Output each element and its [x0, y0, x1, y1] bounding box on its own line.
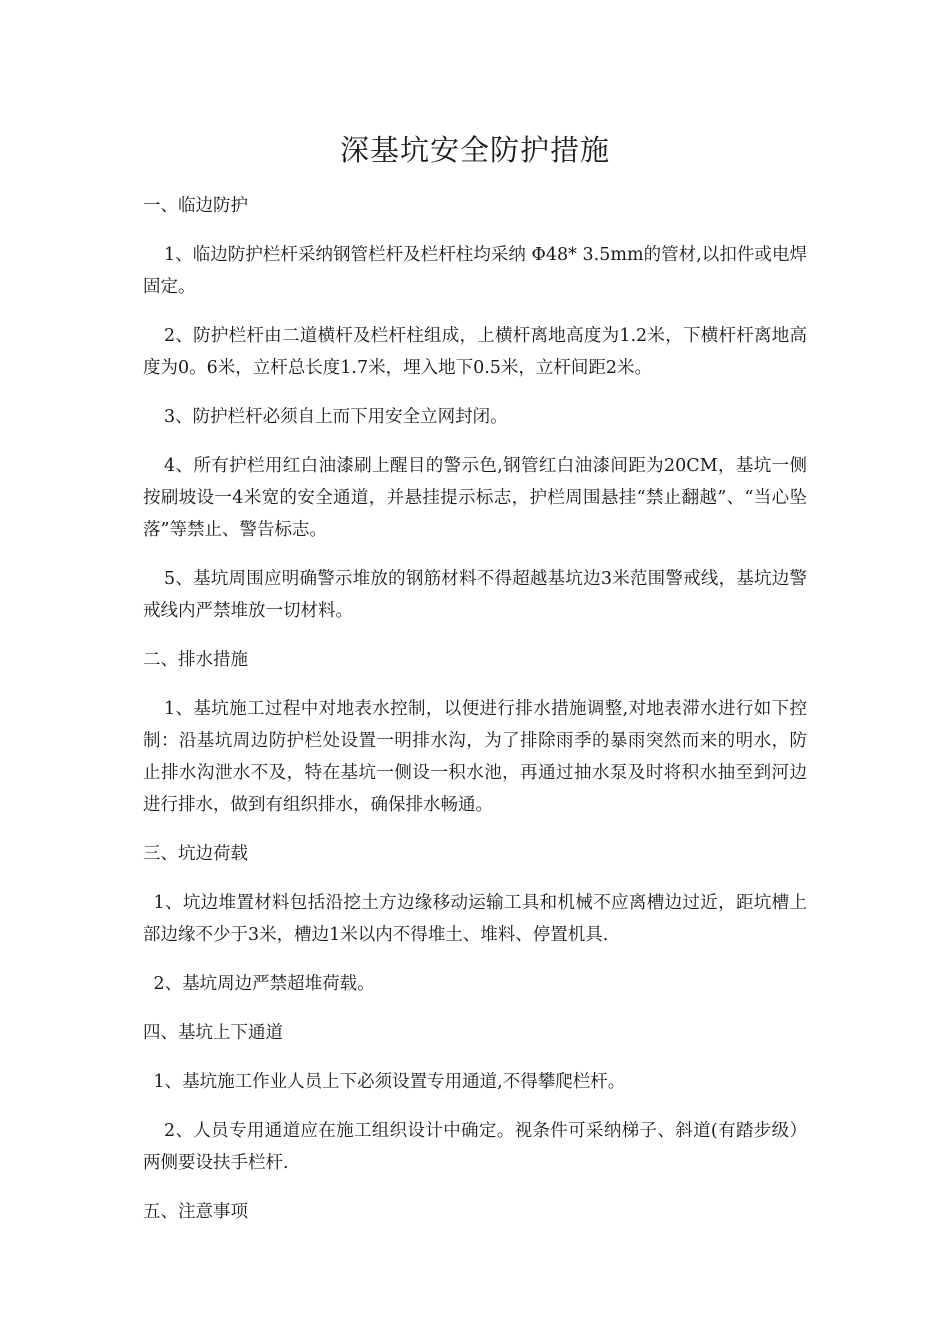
- paragraph: 4、所有护栏用红白油漆刷上醒目的警示色,钢管红白油漆间距为20CM，基坑一侧按刷坡设一4米宽的安全通道，并悬挂提示标志，护栏周围悬挂“禁止翻越”、“当心坠落”等禁止、警告标志。: [143, 456, 807, 540]
- paragraph: 1、坑边堆置材料包括沿挖土方边缘移动运输工具和机械不应离槽边过近，距坑槽上部边缘不少于3米，槽边1米以内不得堆土、堆料、停置机具.: [143, 893, 807, 945]
- section-heading: 五、注意事项: [143, 1202, 248, 1222]
- section-heading: 四、基坑上下通道: [143, 1023, 283, 1043]
- paragraph: 5、基坑周围应明确警示堆放的钢筋材料不得超越基坑边3米范围警戒线，基坑边警戒线内严禁堆放一切材料。: [143, 569, 807, 621]
- page-title: 深基坑安全防护措施: [339, 133, 610, 167]
- paragraph: 2、防护栏杆由二道横杆及栏杆柱组成，上横杆离地高度为1.2米，下横杆杆离地高度为0。6米，立杆总长度1.7米，埋入地下0.5米，立杆间距2米。: [143, 326, 807, 378]
- paragraph: 2、基坑周边严禁超堆荷载。: [153, 974, 375, 994]
- section-heading: 三、坑边荷载: [143, 844, 248, 864]
- paragraph: 1、基坑施工过程中对地表水控制，以便进行排水措施调整,对地表滞水进行如下控制：沿基坑周边防护栏处设置一明排水沟，为了排除雨季的暴雨突然而来的明水，防止排水沟泄水不及，特在基坑一侧设一积水池，再通过抽水泵及时将积水抽至到河边进行排水，做到有组织排水，确保排水畅通。: [143, 699, 807, 815]
- paragraph: 1、临边防护栏杆采纳钢管栏杆及栏杆柱均采纳 Φ48* 3.5mm的管材,以扣件或电焊固定。: [143, 245, 807, 297]
- section-heading: 一、临边防护: [143, 196, 248, 216]
- paragraph: 3、防护栏杆必须自上而下用安全立网封闭。: [164, 407, 508, 427]
- document-body: [143, 190, 807, 1245]
- paragraph: 2、人员专用通道应在施工组织设计中确定。视条件可采纳梯子、斜道(有踏步级）两侧要设扶手栏杆.: [143, 1121, 807, 1173]
- paragraph: 1、基坑施工作业人员上下必须设置专用通道,不得攀爬栏杆。: [153, 1072, 626, 1092]
- section-heading: 二、排水措施: [143, 650, 248, 670]
